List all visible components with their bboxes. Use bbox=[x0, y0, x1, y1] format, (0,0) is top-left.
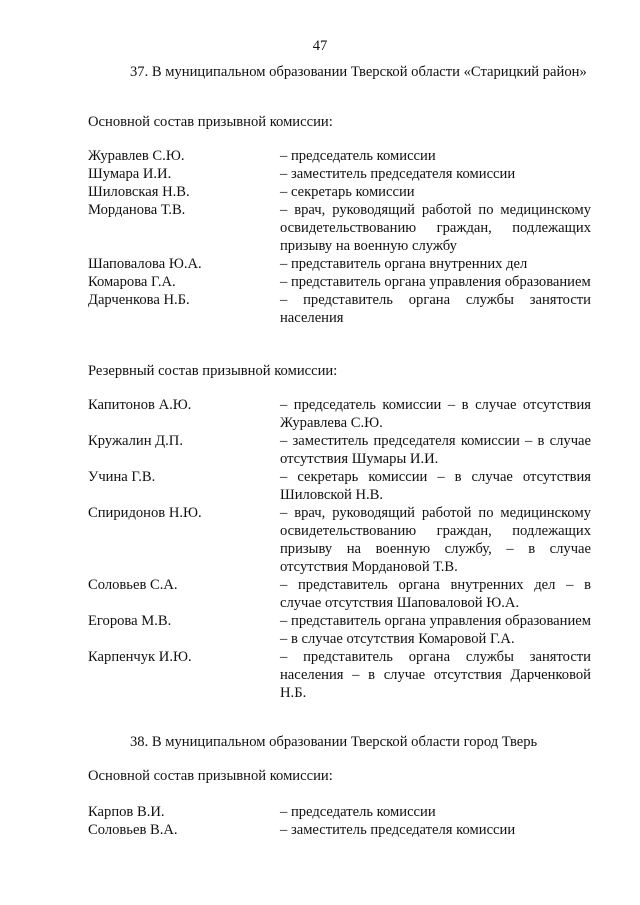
member-name: Журавлев С.Ю. bbox=[88, 148, 185, 164]
member-role: – представитель органа управления образованием bbox=[280, 274, 591, 290]
member-role: – председатель комиссии bbox=[280, 148, 436, 164]
member-name: Шумара И.И. bbox=[88, 166, 172, 182]
member-role: – представитель органа управления образованием – в случае отсутствия Комаровой Г.А. bbox=[280, 613, 591, 647]
member-name: Морданова Т.В. bbox=[88, 202, 186, 218]
roster-row bbox=[88, 504, 591, 576]
member-role: – председатель комиссии – в случае отсутствия Журавлева С.Ю. bbox=[280, 397, 591, 431]
section-37-heading: 37. В муниципальном образовании Тверской области «Старицкий район» bbox=[130, 64, 587, 80]
member-name: Шиловская Н.В. bbox=[88, 184, 190, 200]
member-name: Карпенчук И.Ю. bbox=[88, 649, 192, 665]
section-37-main-roster bbox=[88, 147, 591, 327]
member-name: Спиридонов Н.Ю. bbox=[88, 505, 202, 521]
section-38-heading: 38. В муниципальном образовании Тверской области город Тверь bbox=[130, 734, 538, 750]
member-role: – врач, руководящий работой по медицинскому освидетельствованию граждан, подлежащих призыву на военную службу bbox=[280, 202, 591, 254]
section-37-reserve-roster bbox=[88, 396, 591, 702]
roster-row bbox=[88, 432, 591, 468]
roster-row bbox=[88, 183, 591, 201]
member-role: – представитель органа внутренних дел – в случае отсутствия Шаповаловой Ю.А. bbox=[280, 577, 591, 611]
roster-row bbox=[88, 468, 591, 504]
member-role: – председатель комиссии bbox=[280, 804, 436, 820]
member-role: – секретарь комиссии – в случае отсутствия Шиловской Н.В. bbox=[280, 469, 591, 503]
section-38-main-label: Основной состав призывной комиссии: bbox=[88, 768, 333, 784]
member-role: – представитель органа службы занятости населения bbox=[280, 292, 591, 326]
roster-row bbox=[88, 648, 591, 702]
roster-row bbox=[88, 576, 591, 612]
member-role: – секретарь комиссии bbox=[280, 184, 415, 200]
roster-row bbox=[88, 803, 591, 821]
member-role: – представитель органа службы занятости населения – в случае отсутствия Дарченковой Н.Б. bbox=[280, 649, 591, 701]
section-37-reserve-label: Резервный состав призывной комиссии: bbox=[88, 363, 338, 379]
member-name: Соловьев С.А. bbox=[88, 577, 178, 593]
roster-row bbox=[88, 201, 591, 255]
member-name: Капитонов А.Ю. bbox=[88, 397, 192, 413]
member-role: – заместитель председателя комиссии bbox=[280, 822, 516, 838]
roster-row bbox=[88, 165, 591, 183]
member-name: Карпов В.И. bbox=[88, 804, 165, 820]
page-number: 47 bbox=[312, 38, 328, 54]
member-role: – врач, руководящий работой по медицинскому освидетельствованию граждан, подлежащих призыву на военную службу, – в случае отсутствия Мордановой Т.В. bbox=[280, 505, 591, 575]
member-role: – заместитель председателя комиссии bbox=[280, 166, 516, 182]
member-role: – представитель органа внутренних дел bbox=[280, 256, 528, 272]
roster-row bbox=[88, 291, 591, 327]
roster-row bbox=[88, 147, 591, 165]
section-38-main-roster bbox=[88, 803, 591, 839]
section-37-main-label: Основной состав призывной комиссии: bbox=[88, 114, 333, 130]
member-name: Егорова М.В. bbox=[88, 613, 172, 629]
roster-row bbox=[88, 273, 591, 291]
member-name: Соловьев В.А. bbox=[88, 822, 178, 838]
member-name: Шаповалова Ю.А. bbox=[88, 256, 202, 272]
member-role: – заместитель председателя комиссии – в случае отсутствия Шумары И.И. bbox=[280, 433, 591, 467]
roster-row bbox=[88, 821, 591, 839]
roster-row bbox=[88, 255, 591, 273]
member-name: Комарова Г.А. bbox=[88, 274, 176, 290]
member-name: Дарченкова Н.Б. bbox=[88, 292, 190, 308]
roster-row bbox=[88, 612, 591, 648]
member-name: Кружалин Д.П. bbox=[88, 433, 183, 449]
member-name: Учина Г.В. bbox=[88, 469, 156, 485]
roster-row bbox=[88, 396, 591, 432]
